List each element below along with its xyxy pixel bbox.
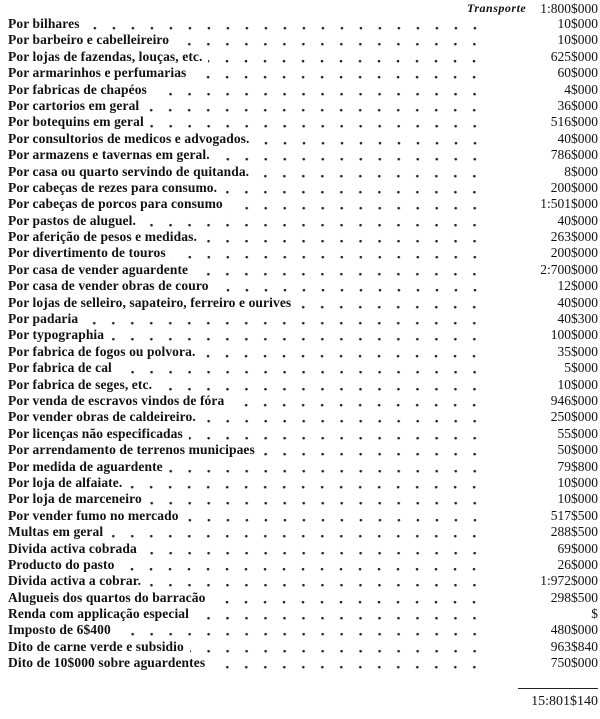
list-item	[8, 82, 598, 98]
list-item	[8, 655, 598, 671]
item-value: 1:501$000	[540, 196, 598, 212]
item-value: 963$840	[550, 638, 598, 654]
dot-leader	[211, 655, 488, 671]
item-value: 8$000	[564, 163, 598, 179]
list-item	[8, 65, 598, 81]
dot-leader	[261, 442, 488, 458]
list-item	[8, 49, 598, 65]
item-value: 4$000	[564, 81, 598, 97]
dot-leader	[202, 409, 488, 425]
item-label: Por arrendamento de terrenos municipaes	[8, 442, 255, 458]
list-item	[8, 377, 598, 393]
item-value: 750$000	[550, 655, 598, 671]
item-value: 288$500	[550, 524, 598, 540]
dot-leader	[229, 196, 488, 212]
dot-leader	[255, 164, 488, 180]
list-item	[8, 213, 598, 229]
list-item	[8, 606, 598, 622]
dot-leader	[150, 114, 488, 130]
item-label: Por armazens e tavernas em geral.	[8, 147, 210, 163]
list-item	[8, 147, 598, 163]
total-value: 15:801$140	[531, 694, 598, 709]
item-value: 786$000	[550, 147, 598, 163]
dot-leader	[203, 229, 488, 245]
item-label: Por cartorios em geral	[8, 97, 140, 113]
item-label: Por casa ou quarto servindo de quitanda.	[8, 163, 250, 179]
item-value: 10$000	[557, 491, 598, 507]
list-item	[8, 245, 598, 261]
item-value: 250$000	[550, 409, 598, 425]
dot-leader	[189, 426, 488, 442]
dot-leader	[211, 590, 488, 606]
dot-leader	[84, 311, 488, 327]
item-label: Por lojas de fazendas, louças, etc.	[8, 48, 203, 64]
dot-leader	[120, 557, 488, 573]
dot-leader	[201, 344, 488, 360]
dot-leader	[158, 377, 488, 393]
item-value: 263$000	[550, 229, 598, 245]
dot-leader	[109, 524, 488, 540]
list-item	[8, 393, 598, 409]
item-label: Por venda de escravos vindos de fóra	[8, 392, 225, 408]
list-item	[8, 475, 598, 491]
dot-leader	[230, 393, 488, 409]
list-item	[8, 16, 598, 32]
dot-leader	[142, 213, 488, 229]
list-item	[8, 524, 598, 540]
list-item	[8, 344, 598, 360]
item-value: 200$000	[550, 179, 598, 195]
item-label: Por consultorios de medicos e advogados.	[8, 130, 250, 146]
item-label: Por bilhares	[8, 16, 80, 31]
item-value: 36$000	[557, 97, 598, 113]
item-label: Divida activa cobrada	[8, 540, 137, 556]
list-item	[8, 459, 598, 475]
list-item	[8, 262, 598, 278]
item-label: Por casa de vender aguardente	[8, 261, 189, 277]
list-item	[8, 164, 598, 180]
list-item	[8, 557, 598, 573]
list-item	[8, 327, 598, 343]
list-item	[8, 590, 598, 606]
list-item	[8, 32, 598, 48]
item-value: 1:972$000	[540, 573, 598, 589]
dot-leader	[143, 541, 488, 557]
item-label: Por loja de alfaiate.	[8, 474, 123, 490]
item-label: Por aferição de pesos e medidas.	[8, 229, 197, 245]
dot-leader	[145, 98, 488, 114]
dot-leader	[153, 82, 488, 98]
list-item	[8, 360, 598, 376]
item-label: Por armarinhos e perfumarias	[8, 65, 187, 81]
item-label: Por padaria	[8, 311, 79, 327]
item-label: Por fabrica de cal	[8, 360, 112, 376]
item-value: 10$000	[557, 376, 598, 392]
list-item	[8, 622, 598, 638]
dot-leader	[190, 639, 488, 655]
item-value: 40$000	[557, 294, 598, 310]
item-label: Por pastos de aluguel.	[8, 212, 136, 228]
list-item	[8, 442, 598, 458]
dot-leader	[192, 65, 488, 81]
item-value: 12$000	[557, 278, 598, 294]
list-item	[8, 196, 598, 212]
item-label: Renda com applicação especial	[8, 606, 190, 622]
item-value: 2:700$000	[540, 261, 598, 277]
item-value: 55$000	[557, 425, 598, 441]
item-label: Por vender obras de caldeireiro.	[8, 409, 196, 425]
item-value: 40$000	[557, 130, 598, 146]
item-label: Divida activa a cobrar.	[8, 573, 142, 589]
dot-leader	[175, 32, 488, 48]
dot-leader	[169, 459, 488, 475]
dot-leader	[297, 295, 488, 311]
item-value: 5$000	[564, 360, 598, 376]
dot-leader	[117, 622, 488, 638]
item-label: Dito de 10$000 sobre aguardentes	[8, 655, 206, 671]
item-value: 10$000	[557, 474, 598, 490]
item-label: Por cabeças de rezes para consumo.	[8, 179, 218, 195]
item-label: Por medida de aguardente	[8, 458, 163, 474]
item-value: 60$000	[557, 65, 598, 81]
list-item	[8, 98, 598, 114]
transporte-label: Transporte	[467, 1, 527, 15]
item-value: 516$000	[550, 114, 598, 130]
dot-leader	[128, 475, 488, 491]
list-item	[8, 573, 598, 589]
item-label: Por fabrica de fogos ou polvora.	[8, 343, 196, 359]
item-label: Por fabrica de seges, etc.	[8, 376, 153, 392]
item-label: Por casa de vender obras de couro	[8, 278, 209, 294]
list-item	[8, 229, 598, 245]
item-value: 480$000	[550, 622, 598, 638]
item-label: Imposto de 6$400	[8, 622, 111, 638]
dot-leader	[148, 491, 488, 507]
item-label: Dito de carne verde e subsidio	[8, 638, 184, 654]
dot-leader	[110, 327, 488, 343]
list-item	[8, 508, 598, 524]
dot-leader	[223, 180, 488, 196]
item-label: Por botequins em geral	[8, 114, 144, 130]
item-value: $	[591, 606, 598, 622]
list-item	[8, 426, 598, 442]
list-item	[8, 278, 598, 294]
item-value: 69$000	[557, 540, 598, 556]
item-value: 40$300	[557, 311, 598, 327]
item-value: 10$000	[557, 16, 598, 31]
item-label: Por vender fumo no mercado	[8, 507, 179, 523]
dot-leader	[118, 360, 488, 376]
item-value: 40$000	[557, 212, 598, 228]
dot-leader	[208, 49, 488, 65]
dot-leader	[86, 16, 488, 32]
item-value: 10$000	[557, 32, 598, 48]
list-item	[8, 114, 598, 130]
item-value: 26$000	[557, 556, 598, 572]
item-value: 517$500	[550, 507, 598, 523]
item-label: Por typographia	[8, 327, 105, 343]
dot-leader	[216, 147, 488, 163]
item-label: Por licenças não especificadas	[8, 425, 183, 441]
dot-leader	[172, 245, 488, 261]
list-item	[8, 491, 598, 507]
list-item	[8, 180, 598, 196]
item-label: Por barbeiro e cabelleireiro	[8, 32, 170, 48]
dot-leader	[194, 262, 488, 278]
dot-leader	[185, 508, 488, 524]
item-label: Alugueis dos quartos do barracão	[8, 589, 206, 605]
item-value: 946$000	[550, 392, 598, 408]
total-rule	[518, 688, 598, 689]
item-value: 50$000	[557, 442, 598, 458]
list-item	[8, 409, 598, 425]
item-label: Producto do pasto	[8, 556, 115, 572]
item-value: 200$000	[550, 245, 598, 261]
list-item	[8, 541, 598, 557]
item-value: 79$800	[557, 458, 598, 474]
list-item	[8, 311, 598, 327]
item-label: Multas em geral	[8, 524, 104, 540]
item-value: 100$000	[550, 327, 598, 343]
item-value: 35$000	[557, 343, 598, 359]
transporte-value: 1:800$000	[540, 1, 598, 16]
dot-leader	[195, 606, 488, 622]
revenue-list	[8, 16, 598, 672]
item-value: 625$000	[550, 48, 598, 64]
list-item	[8, 295, 598, 311]
dot-leader	[215, 278, 488, 294]
list-item	[8, 639, 598, 655]
item-label: Por lojas de selleiro, sapateiro, ferreiro e ourives	[8, 294, 292, 310]
item-value: 298$500	[550, 589, 598, 605]
dot-leader	[256, 131, 488, 147]
item-label: Por divertimento de touros	[8, 245, 166, 261]
item-label: Por cabeças de porcos para consumo	[8, 196, 223, 212]
list-item	[8, 131, 598, 147]
item-label: Por loja de marceneiro	[8, 491, 142, 507]
item-label: Por fabricas de chapéos	[8, 81, 147, 97]
dot-leader	[147, 573, 488, 589]
